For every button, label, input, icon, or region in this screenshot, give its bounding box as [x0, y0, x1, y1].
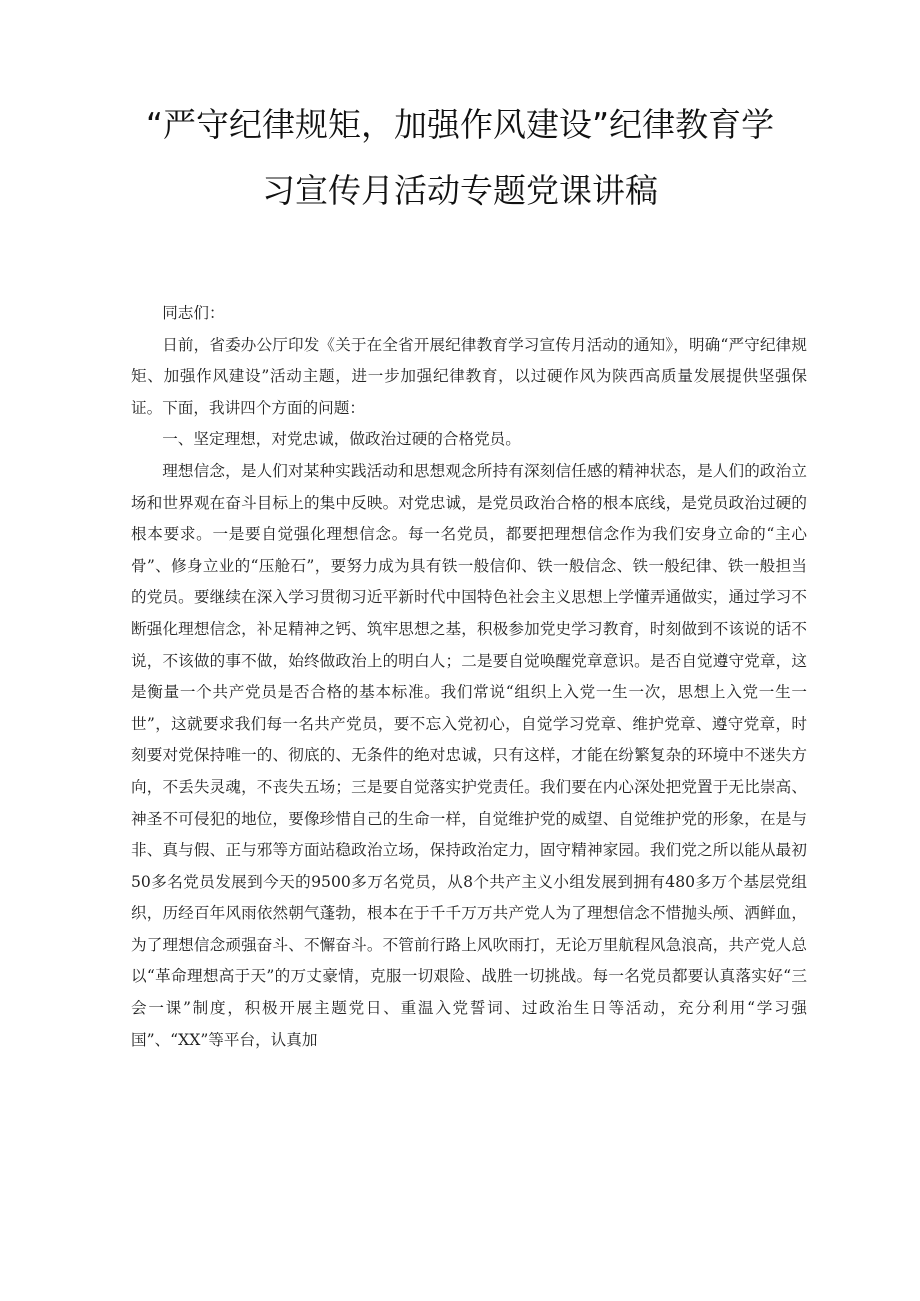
body-paragraph: 理想信念，是人们对某种实践活动和思想观念所持有深刻信任感的精神状态，是人们的政治立场和世界观在奋斗目标上的集中反映。对党忠诚，是党员政治合格的根本底线，是党员政治过硬的根本要求。一是要自觉强化理想信念。每一名党员，都要把理想信念作为我们安身立命的“主心骨”、修身立业的“压舱石”，要努力成为具有铁一般信仰、铁一般信念、铁一般纪律、铁一般担当的党员。要继续在深入学习贯彻习近平新时代中国特色社会主义思想上学懂弄通做实，通过学习不断强化理想信念，补足精神之钙、筑牢思想之基，积极参加党史学习教育，时刻做到不该说的话不说，不该做的事不做，始终做政治上的明白人；二是要自觉唤醒党章意识。是否自觉遵守党章，这是衡量一个共产党员是否合格的基本标准。我们常说“组织上入党一生一次，思想上入党一生一世”，这就要求我们每一名共产党员，要不忘入党初心，自觉学习党章、维护党章、遵守党章，时刻要对党保持唯一的、彻底的、无条件的绝对忠诚，只有这样，才能在纷繁复杂的环境中不迷失方向，不丢失灵魂，不丧失五场；三是要自觉落实护党责任。我们要在内心深处把党置于无比崇高、神圣不可侵犯的地位，要像珍惜自己的生命一样，自觉维护党的威望、自觉维护党的形象，在是与非、真与假、正与邪等方面站稳政治立场，保持政治定力，固守精神家园。我们党之所以能从最初50多名党员发展到今天的9500多万名党员，从8个共产主义小组发展到拥有480多万个基层党组织，历经百年风雨依然朝气蓬勃，根本在于千千万万共产党人为了理想信念不惜抛头颅、洒鲜血，为了理想信念顽强奋斗、不懈奋斗。不管前行路上风吹雨打，无论万里航程风急浪高，共产党人总以“革命理想高于天”的万丈豪情，克服一切艰险、战胜一切挑战。每一名党员都要认真落实好“三会一课”制度，积极开展主题党日、重温入党誓词、过政治生日等活动，充分利用“学习强国”、“XX”等平台，认真加	[131, 461, 807, 1049]
body-paragraph: 日前，省委办公厅印发《关于在全省开展纪律教育学习宣传月活动的通知》，明确“严守纪律规矩、加强作风建设”活动主题，进一步加强纪律教育，以过硬作风为陕西高质量发展提供坚强保证。下面，我讲四个方面的问题：	[131, 335, 807, 417]
document-title-line-1: “严守纪律规矩，加强作风建设”纪律教育学	[145, 105, 775, 144]
salutation: 同志们：	[162, 304, 225, 322]
document-body	[131, 298, 807, 1056]
document-title-line-2: 习宣传月活动专题党课讲稿	[262, 171, 658, 210]
section-heading: 一、坚定理想，对党忠诚，做政治过硬的合格党员。	[162, 430, 521, 449]
